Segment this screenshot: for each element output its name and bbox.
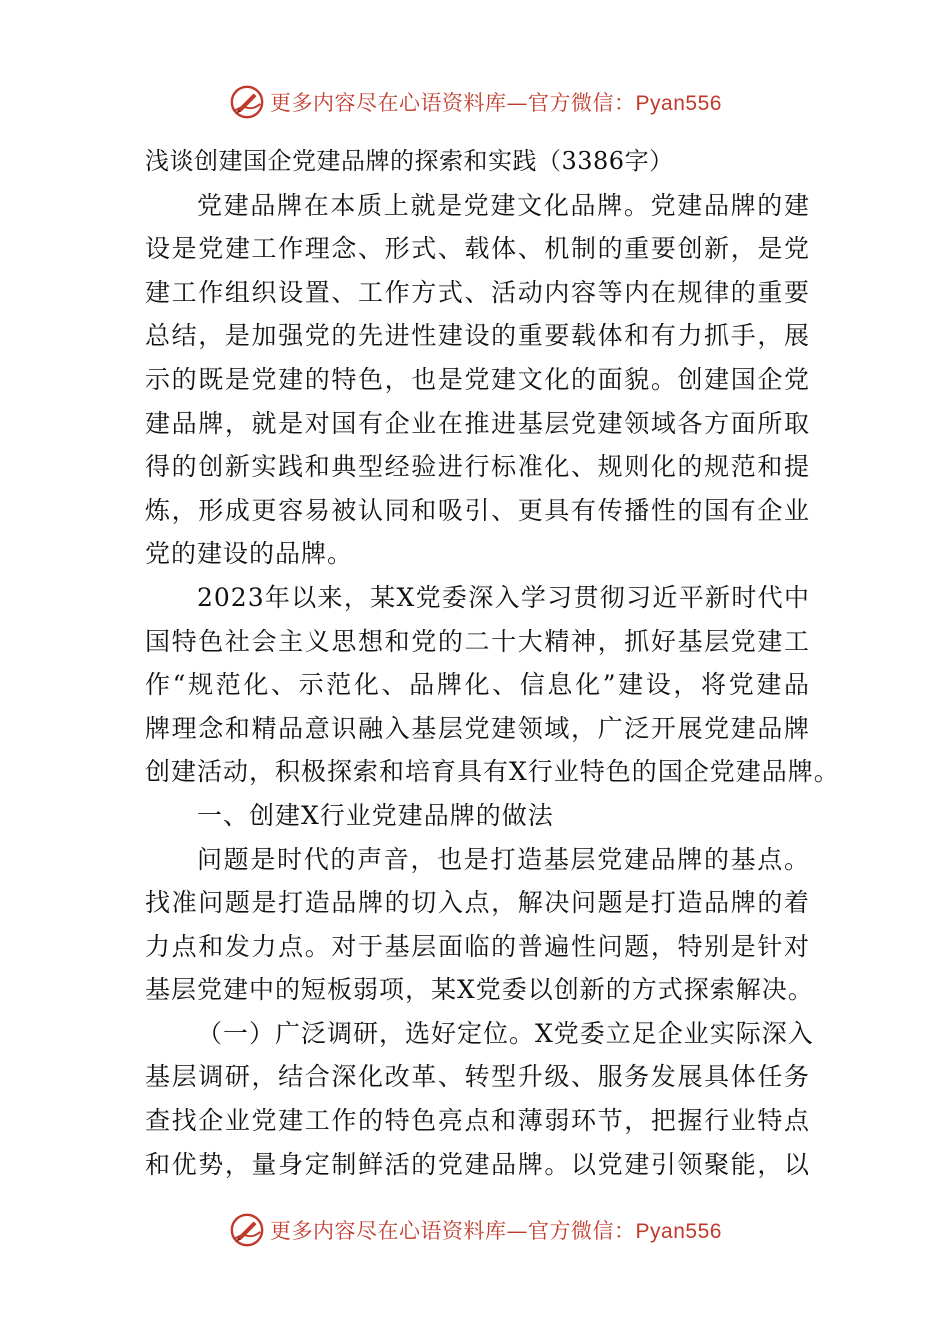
text-line: 2023年以来，某X党委深入学习贯彻习近平新时代中 <box>197 582 810 612</box>
text-line: 得的创新实践和典型经验进行标准化、规则化的规范和提 <box>145 452 810 482</box>
text-line: 设是党建工作理念、形式、载体、机制的重要创新，是党 <box>145 234 810 264</box>
text-line: 问题是时代的声音，也是打造基层党建品牌的基点。 <box>197 844 810 874</box>
text-line: 基层调研，结合深化改革、转型升级、服务发展具体任务 <box>145 1062 810 1092</box>
text-line: 党的建设的品牌。 <box>145 539 354 569</box>
text-line: 建工作组织设置、工作方式、活动内容等内在规律的重要 <box>145 277 810 307</box>
section-heading <box>145 794 810 838</box>
text-line: 创建活动，积极探索和培育具有X行业特色的国企党建品牌。 <box>145 757 840 787</box>
text-line: 党建品牌在本质上就是党建文化品牌。党建品牌的建 <box>197 190 810 220</box>
paragraph <box>145 576 840 794</box>
footer-watermark <box>0 1210 950 1250</box>
document-title: 浅谈创建国企党建品牌的探索和实践（3386字） <box>145 147 674 175</box>
text-line: 查找企业党建工作的特色亮点和薄弱环节，把握行业特点 <box>145 1106 810 1136</box>
text-line: 示的既是党建的特色，也是党建文化的面貌。创建国企党 <box>145 364 810 394</box>
header-watermark <box>0 82 950 122</box>
text-line: 找准问题是打造品牌的切入点，解决问题是打造品牌的着 <box>145 888 810 918</box>
text-line: 牌理念和精品意识融入基层党建领域，广泛开展党建品牌 <box>145 713 810 743</box>
text-line: 作“规范化、示范化、品牌化、信息化”建设，将党建品 <box>145 670 810 700</box>
text-line: 总结，是加强党的先进性建设的重要载体和有力抓手，展 <box>145 321 810 351</box>
text-line: （一）广泛调研，选好定位。X党委立足企业实际深入 <box>197 1018 814 1048</box>
text-line: 炼，形成更容易被认同和吸引、更具有传播性的国有企业 <box>145 495 810 525</box>
text-line: 和优势，量身定制鲜活的党建品牌。以党建引领聚能，以 <box>145 1149 810 1179</box>
paragraph <box>145 184 810 576</box>
text-line: 一、创建X行业党建品牌的做法 <box>197 800 554 830</box>
text-line: 国特色社会主义思想和党的二十大精神，抓好基层党建工 <box>145 626 810 656</box>
text-line: 建品牌，就是对国有企业在推进基层党建领域各方面所取 <box>145 408 810 438</box>
watermark-text: 更多内容尽在心语资料库—官方微信：Pyan556 <box>270 91 722 115</box>
paragraph <box>145 838 814 1012</box>
watermark-text: 更多内容尽在心语资料库—官方微信：Pyan556 <box>270 1219 722 1243</box>
text-line: 力点和发力点。对于基层面临的普遍性问题，特别是针对 <box>145 931 810 961</box>
document-body <box>145 140 840 1186</box>
paragraph <box>145 1012 814 1186</box>
pen-logo-icon <box>228 83 266 121</box>
text-line: 基层党建中的短板弱项，某X党委以创新的方式探索解决。 <box>145 975 814 1005</box>
pen-logo-icon <box>228 1211 266 1249</box>
